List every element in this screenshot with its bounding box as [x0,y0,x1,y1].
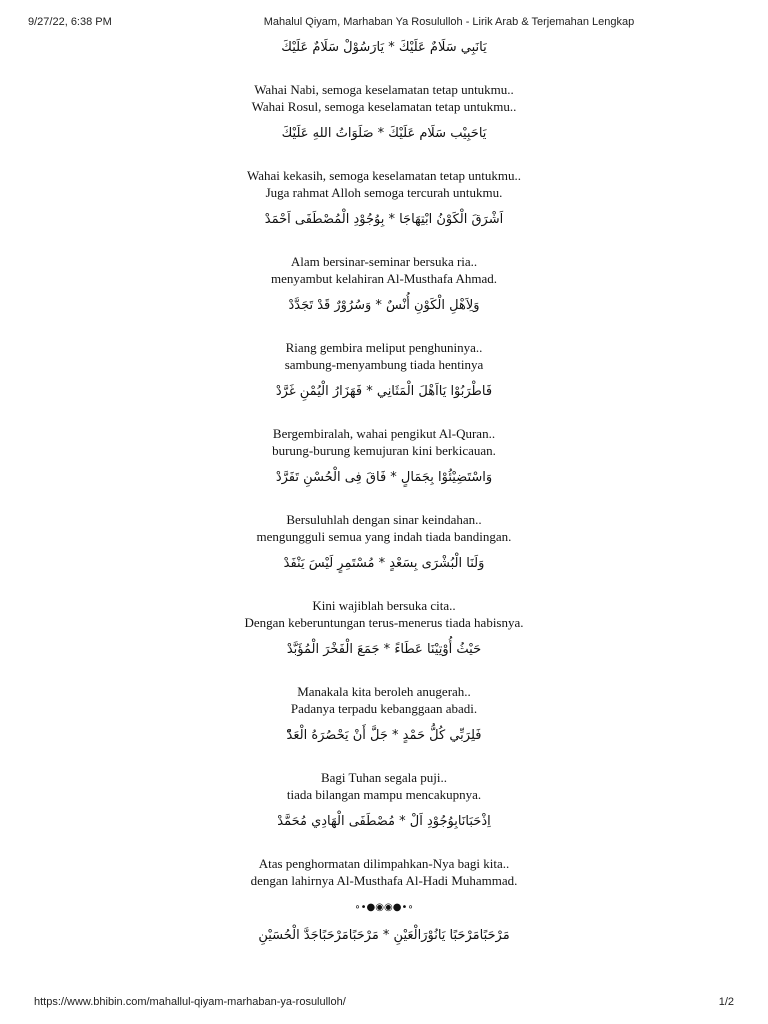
translation-line: Bersuluhlah dengan sinar keindahan.. [286,512,482,527]
lyrics-content [0,38,768,946]
translation-line: Wahai Rosul, semoga keselamatan tetap untukmu.. [251,99,517,114]
arabic-verse: اِذْحَبَانَابِوُجُوْدِ اَلْ * مُصْطَفَى الْهَادِي مُحَمَّدْ [277,814,491,829]
page-number: 1/2 [718,996,734,1008]
ornament-divider: ∘•●◉◉●•∘ [354,902,414,913]
arabic-verse: وَلَنَا الْبُشْرَى بِسَعْدٍ * مُسْتَمِرٍ لَيْسَ يَنْفَدْ [283,556,485,571]
verse-block [0,468,768,554]
translation [0,769,768,803]
translation-line: sambung-menyambung tiada hentinya [284,357,484,372]
translation-line: dengan lahirnya Al-Musthafa Al-Hadi Muhammad. [250,873,518,888]
translation-line: Wahai kekasih, semoga keselamatan tetap untukmu.. [246,168,522,183]
verse-block [0,812,768,898]
print-footer [34,996,734,1010]
translation-line: menyambut kelahiran Al-Musthafa Ahmad. [270,271,497,286]
translation-line: Manakala kita beroleh anugerah.. [297,684,471,699]
translation [0,339,768,373]
arabic-verse: فَاطْرَبُوْا يَااَهْلَ الْمَثَانِي * فَهَزَارُ الْيُمْنِ غَرَّدْ [275,384,493,399]
verse-block [0,210,768,296]
translation [0,167,768,201]
translation [0,511,768,545]
final-arabic-line: مَرْحَبًامَرْحَبًا يَانُوْرَالْعَيْنِ * مَرْحَبًامَرْحَبًاجَدَّ الْحُسَيْنِ [258,928,510,943]
translation [0,597,768,631]
translation-line: Bagi Tuhan segala puji.. [320,770,448,785]
arabic-verse: وَاسْتَضِيْئُوْا بِجَمَالٍ * فَاقَ فِى الْحُسْنِ تَفَرَّدْ [275,470,493,485]
translation-line: Atas penghormatan dilimpahkan-Nya bagi kita.. [258,856,510,871]
arabic-verse: يَاحَبِيْب سَلَام عَلَيْكَ * صَلَوَاتُ اللهِ عَلَيْكَ [281,126,487,141]
arabic-verse: حَيْثُ أُوْتِيْنَا عَطَاءً * جَمَعَ الْفَخْرَ الْمُؤَبَّدْ [286,642,482,657]
translation-line: tiada bilangan mampu mencakupnya. [286,787,482,802]
arabic-verse: فَلِرَبِّي كُلُّ حَمْدٍ * جَلَّ أَنْ يَحْصُرَهُ الْعَدّْ [286,728,482,743]
print-header [28,16,740,32]
translation-line: Juga rahmat Alloh semoga tercurah untukmu. [265,185,503,200]
verse-block [0,382,768,468]
translation-line: Padanya terpadu kebanggaan abadi. [290,701,478,716]
arabic-verse: يَانَبِي سَلَامٌ عَلَيْكَ * يَارَسُوْلْ سَلَامٌ عَلَيْكَ [281,40,487,55]
arabic-verse: اَشْرَقَ الْكَوْنُ ابْتِهَاجَا * بِوُجُوْدِ الْمُصْطَفَى اَحْمَدْ [264,212,504,227]
verse-block [0,554,768,640]
page-title: Mahalul Qiyam, Marhaban Ya Rosululloh - Lirik Arab & Terjemahan Lengkap [263,16,635,28]
translation-line: Kini wajiblah bersuka cita.. [312,598,456,613]
translation-line: Dengan keberuntungan terus-menerus tiada habisnya. [244,615,524,630]
translation-line: Alam bersinar-seminar bersuka ria.. [290,254,478,269]
verse-block [0,296,768,382]
verse-block [0,640,768,726]
verse-list [0,38,768,898]
translation [0,253,768,287]
translation-line: burung-burung kemujuran kini berkicauan. [272,443,496,458]
translation-line: Riang gembira meliput penghuninya.. [285,340,483,355]
verse-block [0,124,768,210]
translation-line: Bergembiralah, wahai pengikut Al-Quran.. [272,426,496,441]
translation-line: mengungguli semua yang indah tiada bandingan. [256,529,512,544]
translation-line: Wahai Nabi, semoga keselamatan tetap untukmu.. [254,82,514,97]
page-url: https://www.bhibin.com/mahallul-qiyam-marhaban-ya-rosululloh/ [34,996,346,1008]
translation [0,683,768,717]
arabic-verse: وَلِاَهْلِ الْكَوْنِ أُنْسٌ * وَسُرُوْرٌ قَدْ تَجَدَّدْ [288,298,480,313]
translation [0,855,768,889]
translation [0,81,768,115]
translation [0,425,768,459]
verse-block [0,726,768,812]
verse-block [0,38,768,124]
print-date: 9/27/22, 6:38 PM [28,16,112,28]
